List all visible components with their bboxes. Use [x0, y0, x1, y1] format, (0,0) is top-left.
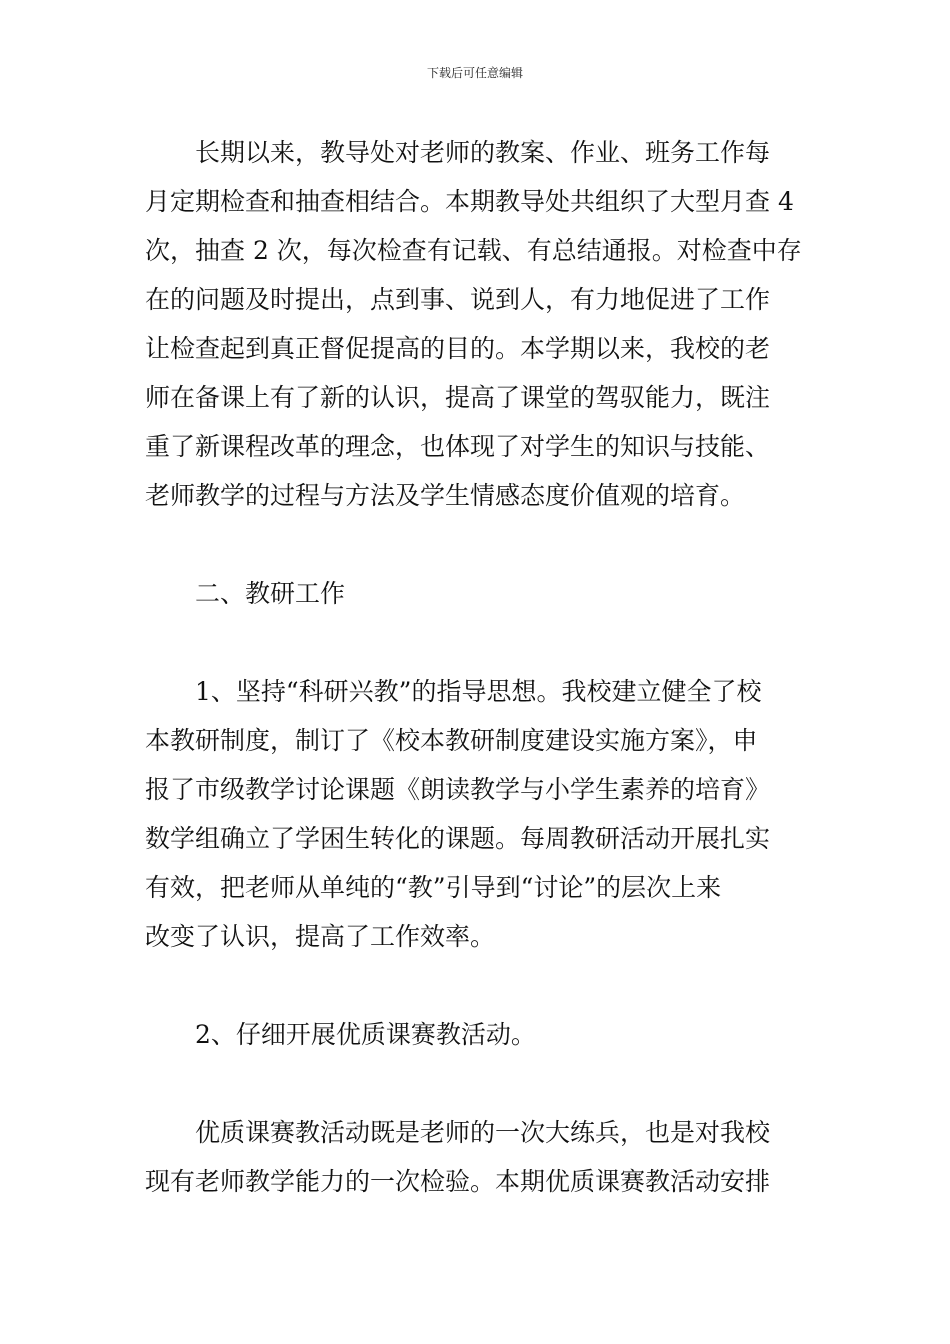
text-line: 本教研制度，制订了《校本教研制度建设实施方案》，申	[145, 726, 758, 755]
text-line: 改变了认识，提高了工作效率。	[145, 922, 496, 951]
paragraph-quality-lessons	[145, 1108, 810, 1206]
text-line: 重了新课程改革的理念，也体现了对学生的知识与技能、	[145, 432, 771, 461]
text-line: 现有老师教学能力的一次检验。本期优质课赛教活动安排	[145, 1167, 771, 1196]
text-line: 有效，把老师从单纯的“教”引导到“讨论”的层次上来	[145, 873, 722, 902]
text-line: 1、坚持“科研兴教”的指导思想。我校建立健全了校	[195, 677, 762, 706]
text-line: 在的问题及时提出，点到事、说到人，有力地促进了工作	[145, 285, 771, 314]
paragraph-research-guidance	[145, 667, 810, 961]
text-line: 优质课赛教活动既是老师的一次大练兵，也是对我校	[195, 1118, 771, 1147]
paragraph-gap	[145, 520, 810, 569]
paragraph-gap	[145, 961, 810, 1010]
text-line: 数学组确立了学困生转化的课题。每周教研活动开展扎实	[145, 824, 771, 853]
text-line: 报了市级教学讨论课题《朗读教学与小学生素养的培育》	[145, 775, 771, 804]
paragraph-quality-lessons-heading	[145, 1010, 810, 1059]
text-line: 次，抽查 2 次，每次检查有记载、有总结通报。对检查中存	[145, 236, 802, 265]
text-line: 长期以来，教导处对老师的教案、作业、班务工作每	[195, 138, 771, 167]
section-heading: 二、教研工作	[195, 579, 346, 608]
text-line: 老师教学的过程与方法及学生情感态度价值观的培育。	[145, 481, 746, 510]
paragraph-inspection	[145, 128, 810, 520]
paragraph-gap	[145, 618, 810, 667]
section-heading-teaching-research	[145, 569, 810, 618]
text-line: 让检查起到真正督促提高的目的。本学期以来，我校的老	[145, 334, 771, 363]
page-header-note: 下载后可任意编辑	[426, 66, 523, 80]
paragraph-gap	[145, 1059, 810, 1108]
text-line: 月定期检查和抽查相结合。本期教导处共组织了大型月查 4	[145, 187, 794, 216]
text-line: 师在备课上有了新的认识，提高了课堂的驾驭能力，既注	[145, 383, 771, 412]
text-line: 2、仔细开展优质课赛教活动。	[195, 1020, 536, 1049]
document-body	[145, 128, 810, 1206]
